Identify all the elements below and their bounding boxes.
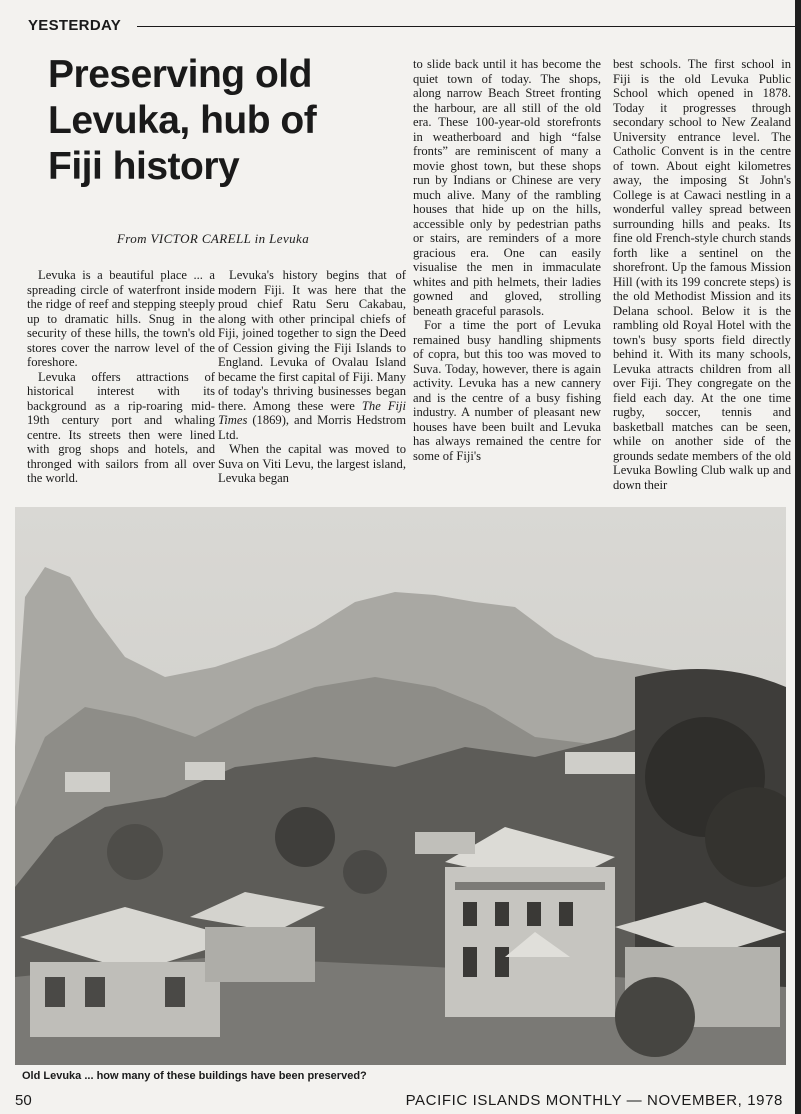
article-paragraph: Levuka is a beautiful place ... a spreading circle of waterfront inside the ridge of reef and stepping steeply up to dramatic hills. Snug in the security of these hills, the town's old stores cover the narrow level of the foreshore. — [27, 268, 215, 369]
article-text: (1869), and Morris Hedstrom Ltd. — [218, 413, 406, 442]
page-number: 50 — [15, 1092, 32, 1109]
article-paragraph — [218, 268, 406, 442]
levuka-town-photo — [15, 507, 786, 1065]
article-column-3 — [413, 57, 601, 463]
photo-caption: Old Levuka ... how many of these buildings have been preserved? — [22, 1070, 367, 1082]
byline-location: in Levuka — [250, 231, 310, 246]
article-paragraph: Levuka offers attractions of historical interest with its background as a rip-roaring mid-19th century port and whaling centre. Its streets then were lined with grog shops and hotels, and thronged with sailors from all over the world. — [27, 369, 215, 485]
section-label: YESTERDAY — [28, 17, 122, 34]
article-column-1 — [27, 268, 215, 486]
article-paragraph: When the capital was moved to Suva on Viti Levu, the largest island, Levuka began — [218, 442, 406, 485]
page-edge — [795, 0, 801, 1114]
byline-prefix: From — [116, 231, 151, 246]
article-paragraph: For a time the port of Levuka remained busy handling shipments of copra, but this too was moved to Suva. Today, however, there is again activity. Levuka has a new cannery and is the centre of a busy fishing industry. A number of pleasant new houses have been built and Levuka has always remained the centre for some of Fiji's — [413, 318, 601, 463]
newspaper-title: The Fiji Times — [218, 398, 407, 427]
photo-illustration — [15, 507, 786, 1065]
article-column-4 — [613, 57, 791, 492]
publication-footer: PACIFIC ISLANDS MONTHLY — NOVEMBER, 1978 — [405, 1092, 783, 1109]
article-paragraph: to slide back until it has become the quiet town of today. The shops, along narrow Beach Street fronting the harbour, are all still of the old era. These 100-year-old storefronts in weatherboard and high “false fronts” are reminiscent of many a movie ghost town, but these shops run by Indians or Chinese are very much alive. Many of the rambling houses that hide up on the hills, accessible only by pedestrian paths or stairs, are reminders of a more gracious era. One can easily visualise the men in immaculate whites and pith helmets, their ladies gowned and gloved, strolling beneath graceful parasols. — [413, 57, 601, 318]
byline-author: VICTOR CARELL — [150, 231, 251, 246]
section-rule — [137, 26, 801, 27]
article-column-2 — [218, 268, 406, 486]
article-paragraph: best schools. The first school in Fiji is the old Levuka Public School which opened in 1878. Today it progresses through secondary school to New Zealand University entrance level. The Catholic Convent is in the centre of town. About eight kilometres away, the imposing St John's College is at Cawaci nestling in a wonderful valley spread between surrounding hills and peaks. Its fine old French-style church stands forth like a sentinel on the shorefront. Up the famous Mission Hill (with its 199 concrete steps) is the old Methodist Mission and its Delana school. Below it is the rambling old Royal Hotel with the town's busy sports field directly behind it. With its many schools, Levuka attracts children from all over Fiji. They congregate on the field each day. At the one time rugby, soccer, tennis and basketball matches can be seen, while on another side of the grounds sedate members of the old Levuka Bowling Club walk up and down their — [613, 57, 791, 492]
byline — [48, 231, 378, 247]
article-text: Levuka's history begins that of modern Fiji. It was here that the proud chief Ratu Seru Cakabau, along with other principal chiefs of Fiji, joined together to sign the Deed of Cession giving the Fiji Islands to England. Levuka of Ovalau Island became the first capital of Fiji. Many of today's thriving businesses began there. Among these were — [218, 268, 406, 413]
headline: Preserving old Levuka, hub of Fiji history — [48, 53, 317, 188]
